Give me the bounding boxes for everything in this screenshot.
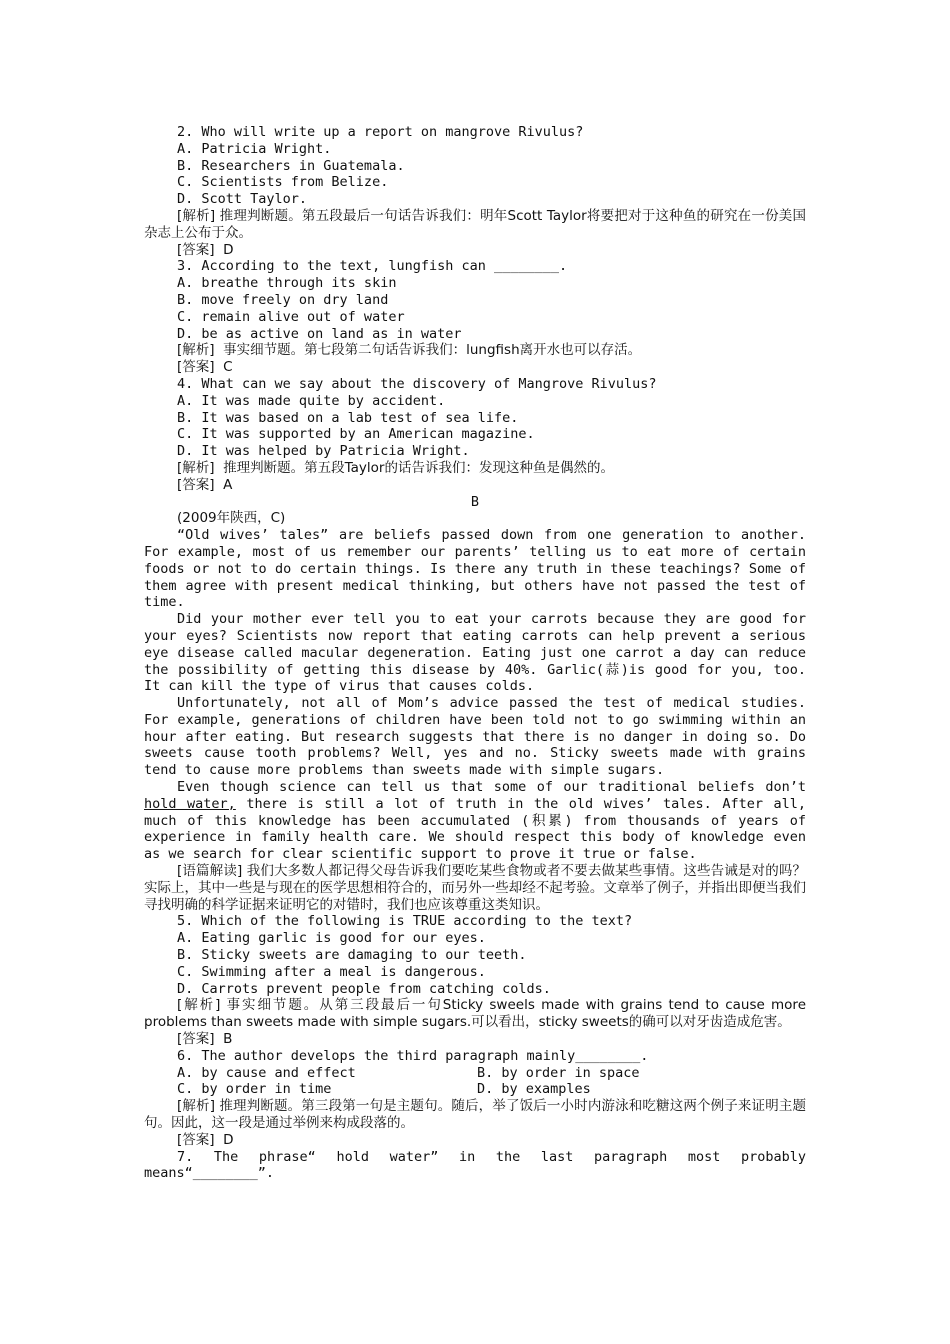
q4-option-b: B. It was based on a lab test of sea life. bbox=[177, 409, 519, 426]
q4-analysis: [解析] 推理判断题。第五段Taylor的话告诉我们：发现这种鱼是偶然的。 bbox=[177, 459, 614, 476]
q3-stem: 3. According to the text, lungfish can ________. bbox=[177, 258, 568, 275]
q3-option-b: B. move freely on dry land bbox=[177, 291, 389, 308]
q3-analysis: [解析] 事实细节题。第七段第二句话告诉我们：lungfish离开水也可以存活。 bbox=[177, 342, 642, 359]
q5-option-a: A. Eating garlic is good for our eyes. bbox=[177, 930, 486, 947]
q2-option-b: B. Researchers in Guatemala. bbox=[177, 157, 405, 174]
passage-paragraph-3: Unfortunately, not all of Mom’s advice passed the test of medical studies. For example, generations of children have been told not to go swimming within an hour after eating. But research suggests that there is no danger in doing so. Do sweets cause tooth problems? Well, yes and no. Sticky sweets made with grains tend to cause more problems than sweets made with simple sugars. bbox=[144, 695, 806, 779]
passage-paragraph-2: Did your mother ever tell you to eat your carrots because they are good for your eyes? Scientists now report that eating carrots can help prevent a serious eye disease called macular degeneration. Eating just one carrot a day can reduce the possibility of getting this disease by 40%. Garlic(蒜)is good for you, too. It can kill the type of virus that causes colds. bbox=[144, 611, 806, 695]
q5-analysis: [解析] 事实细节题。从第三段最后一句Sticky sweels made with grains tend to cause more problems than sweets made with simple sugars.可以看出，sticky sweets的确可以对牙齿造成危害。 bbox=[144, 997, 806, 1031]
p4-text-before: Even though science can tell us that some of our traditional beliefs don’t bbox=[177, 779, 806, 796]
q6-stem: 6. The author develops the third paragraph mainly________. bbox=[177, 1047, 649, 1064]
q5-option-d: D. Carrots prevent people from catching colds. bbox=[177, 980, 551, 997]
passage-paragraph-1: “Old wives’ tales” are beliefs passed down from one generation to another. For example, most of us remember our parents’ telling us to eat more of certain foods or not to do certain things. Is there any truth in these teachings? Some of them agree with present medical thinking, but others have not passed the test of time. bbox=[144, 527, 806, 611]
q5-answer: [答案] B bbox=[177, 1031, 233, 1048]
p4-text-after: there is still a lot of truth in the old wives’ tales. After all, much of this knowledge has been accumulated (积累) from thousands of years of experience in family health care. We should respect this body of knowledge even as we search for clear scientific support to prove it true or false. bbox=[144, 795, 807, 863]
q2-answer: [答案] D bbox=[177, 241, 234, 258]
q6-option-a: A. by cause and effect bbox=[177, 1064, 356, 1081]
q2-option-d: D. Scott Taylor. bbox=[177, 191, 308, 208]
q6-option-b: B. by order in space bbox=[477, 1064, 640, 1081]
q6-option-d: D. by examples bbox=[477, 1081, 591, 1098]
q6-answer: [答案] D bbox=[177, 1131, 234, 1148]
passage-paragraph-4 bbox=[144, 779, 806, 863]
q2-option-a: A. Patricia Wright. bbox=[177, 140, 332, 157]
q3-option-d: D. be as active on land as in water bbox=[177, 325, 462, 342]
q5-option-b: B. Sticky sweets are damaging to our teeth. bbox=[177, 947, 527, 964]
q2-analysis: [解析] 推理判断题。第五段最后一句话告诉我们：明年Scott Taylor将要把对于这种鱼的研究在一份美国杂志上公布于众。 bbox=[144, 207, 806, 241]
passage-source: (2009年陕西，C) bbox=[177, 510, 286, 527]
q5-option-c: C. Swimming after a meal is dangerous. bbox=[177, 963, 486, 980]
q4-answer: [答案] A bbox=[177, 476, 233, 493]
q3-option-a: A. breathe through its skin bbox=[177, 275, 397, 292]
q6-options-row-2 bbox=[144, 1081, 806, 1098]
reading-note: [语篇解读] 我们大多数人都记得父母告诉我们要吃某些食物或者不要去做某些事情。这些告诫是对的吗？实际上，其中一些是与现在的医学思想相符合的，而另外一些却经不起考验。文章举了例子，并指出即便当我们寻找明确的科学证据来证明它的对错时，我们也应该尊重这类知识。 bbox=[144, 863, 806, 913]
section-heading: B bbox=[470, 493, 480, 510]
q4-option-a: A. It was made quite by accident. bbox=[177, 392, 446, 409]
q4-stem: 4. What can we say about the discovery of Mangrove Rivulus? bbox=[177, 375, 657, 392]
p4-underlined-phrase: hold water, bbox=[144, 795, 236, 812]
q3-answer: [答案] C bbox=[177, 359, 233, 376]
q2-option-c: C. Scientists from Belize. bbox=[177, 174, 389, 191]
q2-stem: 2. Who will write up a report on mangrove Rivulus? bbox=[177, 124, 584, 140]
q4-option-c: C. It was supported by an American magazine. bbox=[177, 426, 535, 443]
document-page bbox=[144, 124, 806, 1182]
q6-options-row-1 bbox=[144, 1065, 806, 1082]
q4-option-d: D. It was helped by Patricia Wright. bbox=[177, 443, 470, 460]
q3-option-c: C. remain alive out of water bbox=[177, 308, 405, 325]
q6-option-c: C. by order in time bbox=[177, 1081, 332, 1098]
q6-analysis: [解析] 推理判断题。第三段第一句是主题句。随后，举了饭后一小时内游泳和吃糖这两个例子来证明主题句。因此，这一段是通过举例来构成段落的。 bbox=[144, 1098, 806, 1132]
q5-stem: 5. Which of the following is TRUE according to the text? bbox=[177, 913, 633, 930]
q7-stem: 7. The phrase“ hold water” in the last paragraph most probably means“________”. bbox=[144, 1148, 806, 1182]
